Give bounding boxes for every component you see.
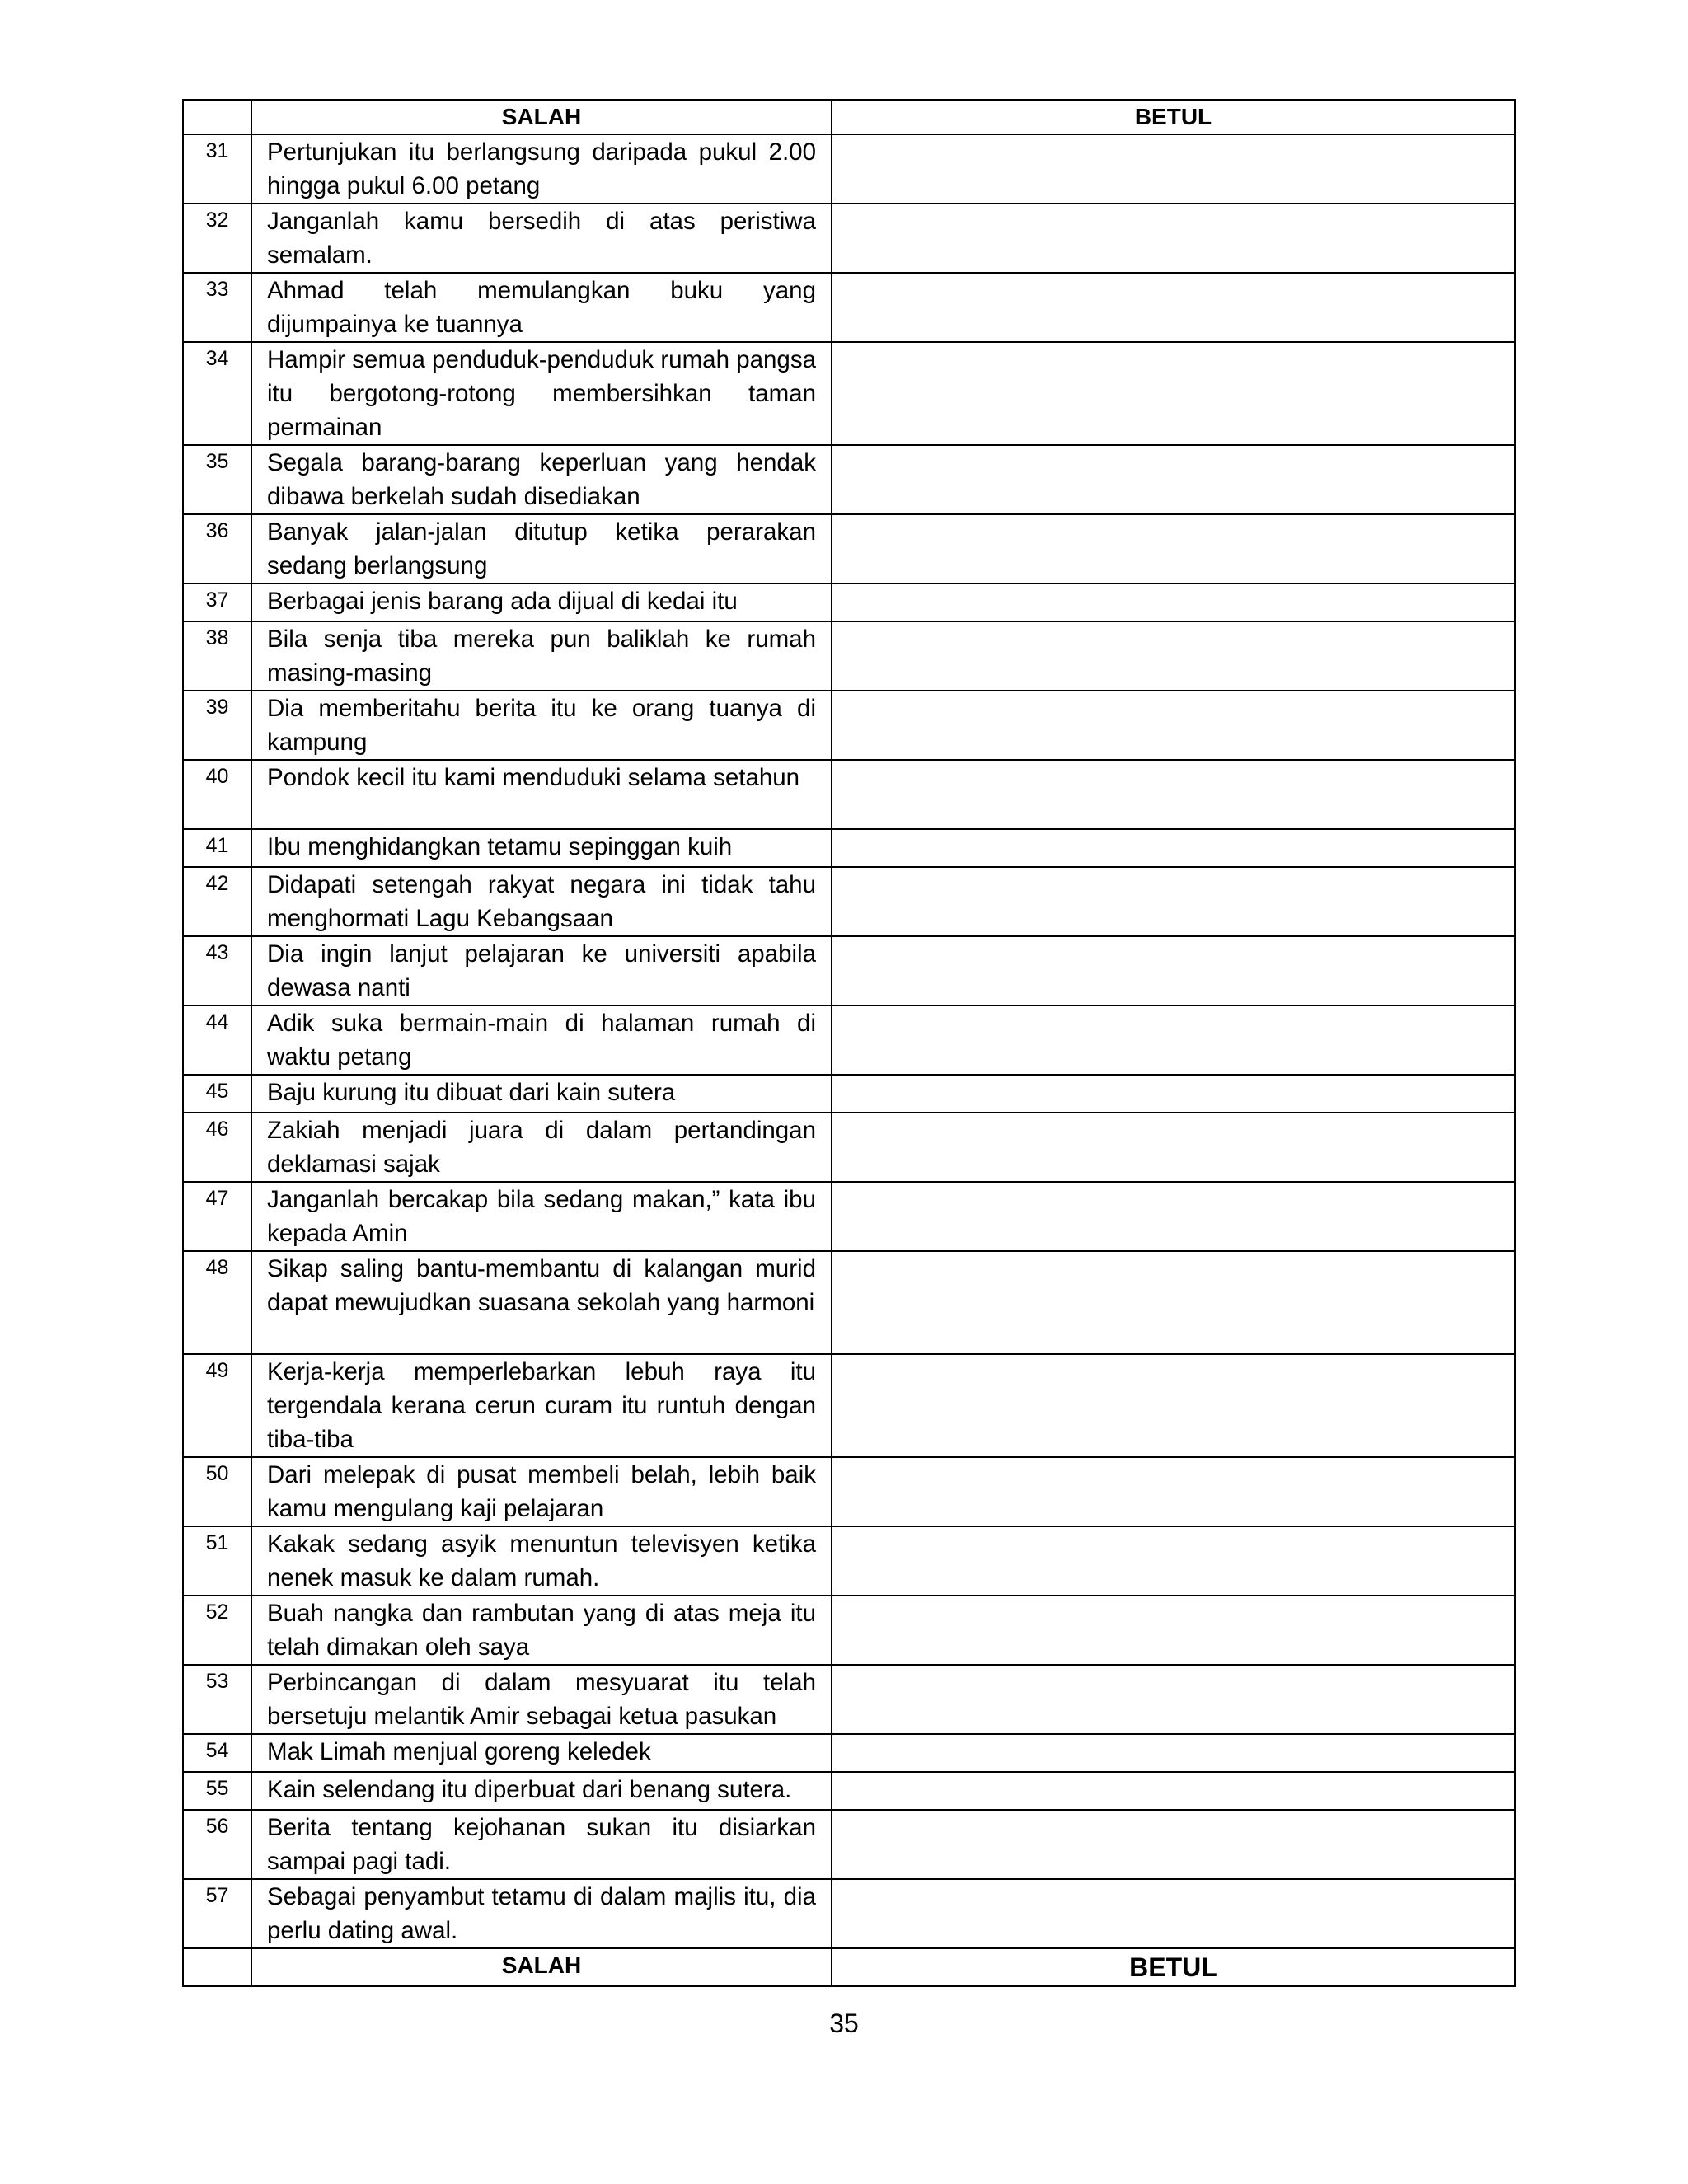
answer-cell[interactable] <box>832 621 1515 691</box>
wrong-sentence: Dia memberitahu berita itu ke orang tuanya di kampung <box>267 695 816 756</box>
footer-betul-cell <box>832 1948 1515 1986</box>
table-row <box>183 1665 1515 1734</box>
header-betul: BETUL <box>1134 104 1212 129</box>
table-row <box>183 1182 1515 1251</box>
wrong-sentence: Baju kurung itu dibuat dari kain sutera <box>267 1079 676 1106</box>
table-row <box>183 134 1515 204</box>
table-row <box>183 829 1515 867</box>
answer-cell[interactable] <box>832 445 1515 514</box>
row-number: 41 <box>205 834 229 857</box>
wrong-sentence: Adik suka bermain-main di halaman rumah di waktu petang <box>267 1010 816 1071</box>
wrong-sentence: Hampir semua penduduk-penduduk rumah pangsa itu bergotong-rotong membersihkan taman permainan <box>267 346 816 441</box>
table-row <box>183 1879 1515 1948</box>
worksheet <box>182 99 1514 1987</box>
row-number: 46 <box>205 1118 229 1141</box>
answer-cell[interactable] <box>832 1772 1515 1810</box>
table-row <box>183 1734 1515 1772</box>
correction-table <box>182 99 1516 1987</box>
table-row <box>183 1526 1515 1596</box>
footer-number-cell <box>183 1948 251 1986</box>
answer-cell[interactable] <box>832 760 1515 829</box>
wrong-sentence: Ahmad telah memulangkan buku yang dijumpainya ke tuannya <box>267 277 816 338</box>
wrong-sentence: Janganlah bercakap bila sedang makan,” kata ibu kepada Amin <box>267 1186 816 1247</box>
wrong-sentence: Bila senja tiba mereka pun baliklah ke rumah masing-masing <box>267 626 816 687</box>
row-number: 49 <box>205 1359 229 1382</box>
table-row <box>183 760 1515 829</box>
wrong-sentence: Banyak jalan-jalan ditutup ketika perarakan sedang berlangsung <box>267 518 816 579</box>
answer-cell[interactable] <box>832 134 1515 204</box>
row-number: 45 <box>205 1080 229 1103</box>
answer-cell[interactable] <box>832 342 1515 445</box>
answer-cell[interactable] <box>832 583 1515 621</box>
header-salah: SALAH <box>501 104 582 129</box>
wrong-sentence: Kain selendang itu diperbuat dari benang sutera. <box>267 1776 792 1803</box>
wrong-sentence: Perbincangan di dalam mesyuarat itu telah bersetuju melantik Amir sebagai ketua pasukan <box>267 1669 816 1730</box>
answer-cell[interactable] <box>832 867 1515 936</box>
answer-cell[interactable] <box>832 1354 1515 1457</box>
row-number: 53 <box>205 1670 229 1693</box>
row-number: 48 <box>205 1256 229 1279</box>
answer-cell[interactable] <box>832 1810 1515 1879</box>
table-row <box>183 867 1515 936</box>
row-number: 33 <box>205 278 229 301</box>
wrong-sentence: Zakiah menjadi juara di dalam pertandingan deklamasi sajak <box>267 1117 816 1178</box>
row-number: 47 <box>205 1187 229 1210</box>
table-row <box>183 621 1515 691</box>
table-row <box>183 273 1515 342</box>
answer-cell[interactable] <box>832 1457 1515 1526</box>
answer-cell[interactable] <box>832 1182 1515 1251</box>
table-row <box>183 1251 1515 1354</box>
wrong-sentence: Berita tentang kejohanan sukan itu disiarkan sampai pagi tadi. <box>267 1814 816 1875</box>
answer-cell[interactable] <box>832 1879 1515 1948</box>
wrong-sentence: Dia ingin lanjut pelajaran ke universiti apabila dewasa nanti <box>267 940 816 1001</box>
row-number: 39 <box>205 696 229 719</box>
answer-cell[interactable] <box>832 1113 1515 1182</box>
header-betul-cell <box>832 100 1515 134</box>
table-row <box>183 1005 1515 1075</box>
answer-cell[interactable] <box>832 1075 1515 1113</box>
table-row <box>183 514 1515 583</box>
header-salah-cell <box>251 100 832 134</box>
table-row <box>183 1113 1515 1182</box>
row-number: 51 <box>205 1531 229 1554</box>
table-row <box>183 204 1515 273</box>
row-number: 44 <box>205 1010 229 1033</box>
table-header-top <box>183 100 1515 134</box>
row-number: 40 <box>205 765 229 788</box>
wrong-sentence: Ibu menghidangkan tetamu sepinggan kuih <box>267 833 733 860</box>
row-number: 52 <box>205 1601 229 1624</box>
wrong-sentence: Kerja-kerja memperlebarkan lebuh raya itu tergendala kerana cerun curam itu runtuh dengan tiba-tiba <box>267 1358 816 1453</box>
row-number: 32 <box>205 209 229 232</box>
answer-cell[interactable] <box>832 1734 1515 1772</box>
answer-cell[interactable] <box>832 1665 1515 1734</box>
answer-cell[interactable] <box>832 829 1515 867</box>
row-number: 35 <box>205 450 229 473</box>
table-row <box>183 936 1515 1005</box>
row-number: 31 <box>205 139 229 162</box>
row-number: 36 <box>205 519 229 542</box>
wrong-sentence: Janganlah kamu bersedih di atas peristiwa semalam. <box>267 208 816 269</box>
row-number: 57 <box>205 1884 229 1907</box>
answer-cell[interactable] <box>832 1005 1515 1075</box>
row-number: 38 <box>205 626 229 649</box>
table-header-bottom <box>183 1948 1515 1986</box>
wrong-sentence: Didapati setengah rakyat negara ini tidak tahu menghormati Lagu Kebangsaan <box>267 871 816 932</box>
footer-salah-cell <box>251 1948 832 1986</box>
table-row <box>183 1075 1515 1113</box>
row-number: 54 <box>205 1739 229 1762</box>
wrong-sentence: Pertunjukan itu berlangsung daripada pukul 2.00 hingga pukul 6.00 petang <box>267 138 816 199</box>
table-row <box>183 1457 1515 1526</box>
wrong-sentence: Kakak sedang asyik menuntun televisyen ketika nenek masuk ke dalam rumah. <box>267 1530 816 1591</box>
answer-cell[interactable] <box>832 204 1515 273</box>
table-row <box>183 583 1515 621</box>
footer-betul: BETUL <box>1129 1952 1217 1982</box>
row-number: 55 <box>205 1777 229 1800</box>
table-row <box>183 1596 1515 1665</box>
table-row <box>183 1354 1515 1457</box>
wrong-sentence: Berbagai jenis barang ada dijual di kedai itu <box>267 588 738 615</box>
answer-cell[interactable] <box>832 514 1515 583</box>
table-row <box>183 1772 1515 1810</box>
table-row <box>183 445 1515 514</box>
row-number: 50 <box>205 1462 229 1485</box>
answer-cell[interactable] <box>832 936 1515 1005</box>
table-row <box>183 1810 1515 1879</box>
answer-cell[interactable] <box>832 1526 1515 1596</box>
table-row <box>183 342 1515 445</box>
wrong-sentence: Pondok kecil itu kami menduduki selama setahun <box>267 764 800 791</box>
answer-cell[interactable] <box>832 1251 1515 1354</box>
row-number: 43 <box>205 941 229 964</box>
wrong-sentence: Sikap saling bantu-membantu di kalangan murid dapat mewujudkan suasana sekolah yang harmoni <box>267 1255 816 1316</box>
header-number-cell <box>183 100 251 134</box>
answer-cell[interactable] <box>832 1596 1515 1665</box>
answer-cell[interactable] <box>832 691 1515 760</box>
wrong-sentence: Sebagai penyambut tetamu di dalam majlis itu, dia perlu dating awal. <box>267 1883 816 1944</box>
row-number: 56 <box>205 1815 229 1838</box>
wrong-sentence: Buah nangka dan rambutan yang di atas meja itu telah dimakan oleh saya <box>267 1600 816 1661</box>
page-number: 35 <box>829 2008 859 2038</box>
wrong-sentence: Segala barang-barang keperluan yang hendak dibawa berkelah sudah disediakan <box>267 449 816 510</box>
row-number: 34 <box>205 347 229 370</box>
answer-cell[interactable] <box>832 273 1515 342</box>
row-number: 37 <box>205 588 229 612</box>
wrong-sentence: Mak Limah menjual goreng keledek <box>267 1738 651 1765</box>
wrong-sentence: Dari melepak di pusat membeli belah, lebih baik kamu mengulang kaji pelajaran <box>267 1461 816 1522</box>
footer-salah: SALAH <box>501 1952 582 1978</box>
table-row <box>183 691 1515 760</box>
row-number: 42 <box>205 872 229 895</box>
